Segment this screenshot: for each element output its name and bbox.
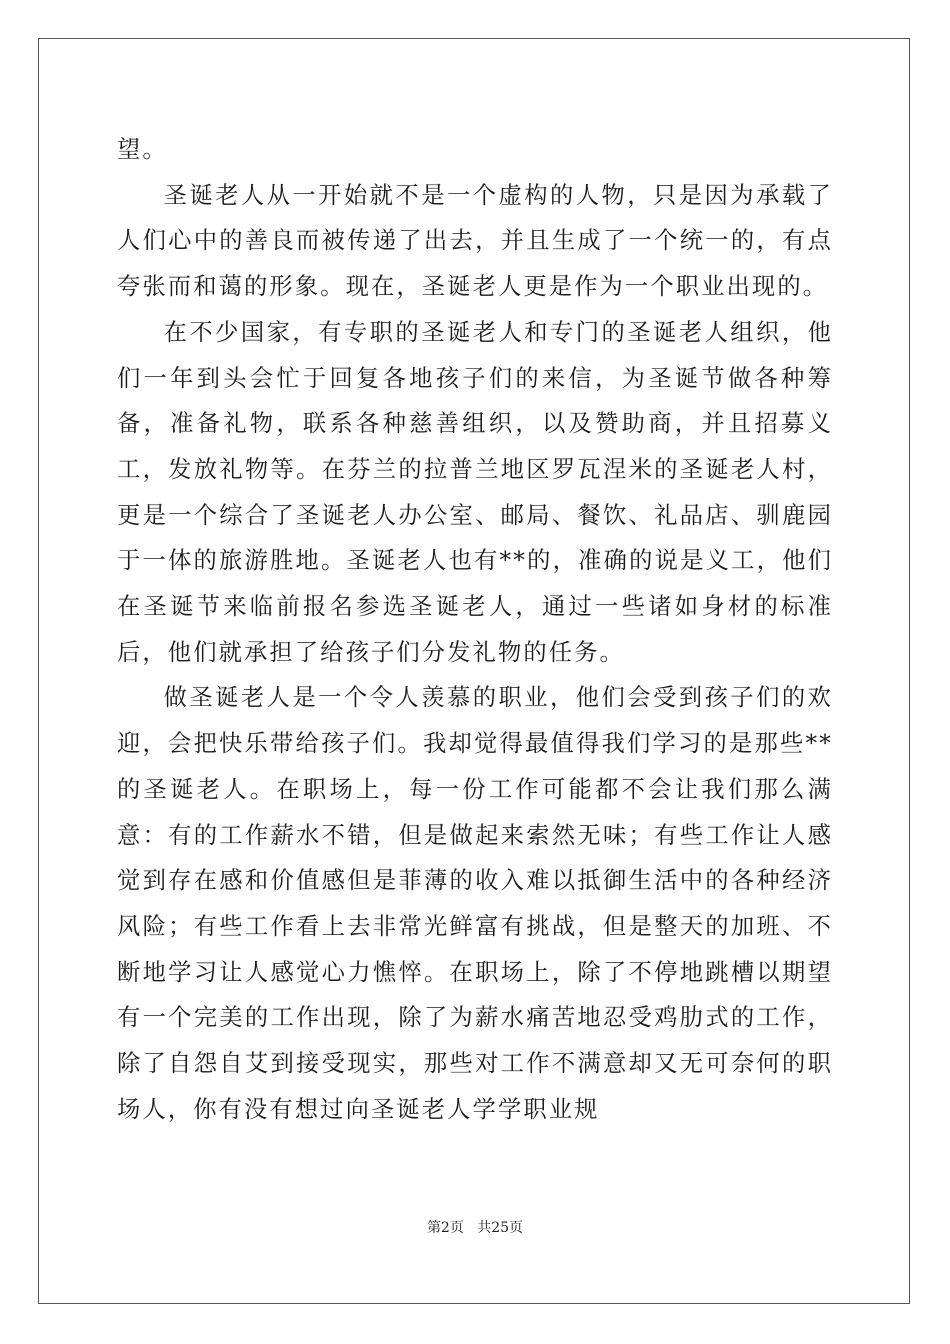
paragraph-santa-origin: 圣诞老人从一开始就不是一个虚构的人物，只是因为承载了人们心中的善良而被传递了出去，并且生成了一个统一的，有点夸张而和蔼的形象。现在，圣诞老人更是作为一个职业出现的。 xyxy=(117,181,833,301)
page-number: 第2页 xyxy=(426,1220,464,1236)
page-total: 共25页 xyxy=(477,1220,524,1236)
page-footer xyxy=(0,1218,950,1238)
paragraph-santa-career: 做圣诞老人是一个令人羡慕的职业，他们会受到孩子们的欢迎，会把快乐带给孩子们。我却觉得最值得我们学习的是那些**的圣诞老人。在职场上，每一份工作可能都不会让我们那么满意：有的工作薪水不错，但是做起来索然无味；有些工作让人感觉到存在感和价值感但是菲薄的收入难以抵御生活中的各种经济风险；有些工作看上去非常光鲜富有挑战，但是整天的加班、不断地学习让人感觉心力憔悴。在职场上，除了不停地跳槽以期望有一个完美的工作出现，除了为薪水痛苦地忍受鸡肋式的工作，除了自怨自艾到接受现实，那些对工作不满意却又无可奈何的职场人，你有没有想过向圣诞老人学学职业规 xyxy=(117,684,833,1123)
paragraph-santa-organizations: 在不少国家，有专职的圣诞老人和专门的圣诞老人组织，他们一年到头会忙于回复各地孩子们的来信，为圣诞节做各种筹备，准备礼物，联系各种慈善组织，以及赞助商，并且招募义工，发放礼物等。在芬兰的拉普兰地区罗瓦涅米的圣诞老人村，更是一个综合了圣诞老人办公室、邮局、餐饮、礼品店、驯鹿园于一体的旅游胜地。圣诞老人也有**的，准确的说是义工，他们在圣诞节来临前报名参选圣诞老人，通过一些诸如身材的标准后，他们就承担了给孩子们分发礼物的任务。 xyxy=(117,318,833,666)
paragraph-continuation: 望。 xyxy=(117,136,168,163)
document-body xyxy=(117,127,833,1132)
